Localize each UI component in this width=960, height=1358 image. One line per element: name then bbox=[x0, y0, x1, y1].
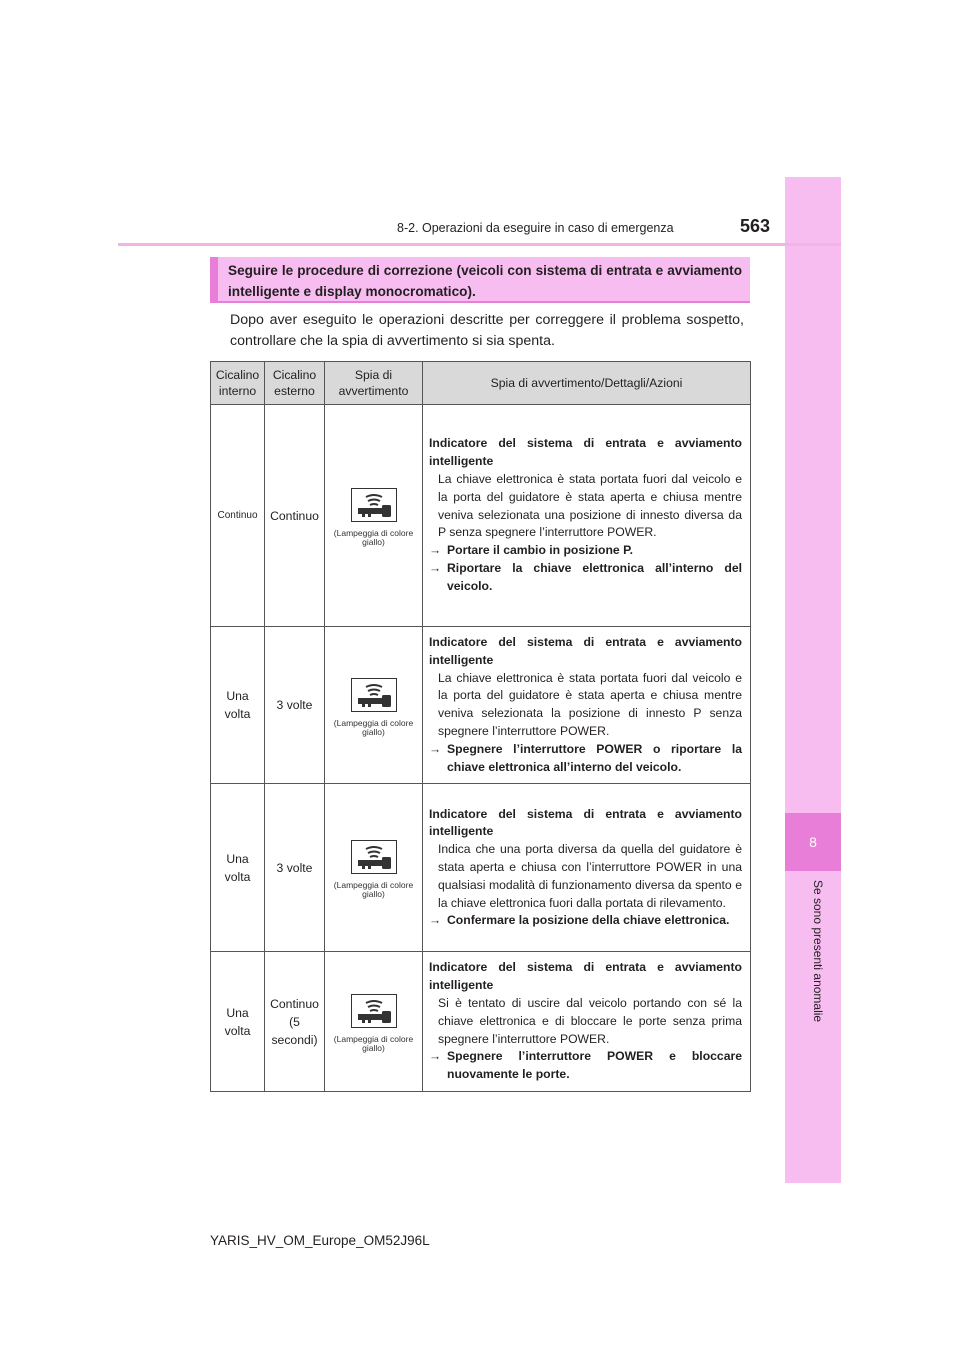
action-item: → Riportare la chiave elettronica all’interno del veicolo. bbox=[429, 560, 742, 596]
warning-light-caption: (Lampeggia di colore giallo) bbox=[333, 880, 414, 900]
warning-light-cell bbox=[325, 405, 423, 627]
table-row bbox=[211, 952, 751, 1092]
section-heading: Seguire le procedure di correzione (veicoli con sistema di entrata e avviamento intelligente e display monocromatico). bbox=[210, 257, 750, 301]
arrow-icon: → bbox=[429, 543, 442, 558]
key-warning-icon bbox=[351, 678, 397, 712]
side-tab-number: 8 bbox=[785, 813, 841, 871]
table-row bbox=[211, 627, 751, 784]
detail-body: La chiave elettronica è stata portata fuori dal veicolo e la porta del guidatore è stata aperta e chiusa mentre veniva selezionata una posizione di innesto diversa da P senza spegnere l’interruttore POWER. bbox=[438, 472, 742, 540]
warning-light-caption: (Lampeggia di colore giallo) bbox=[333, 717, 414, 737]
heading-underline bbox=[210, 301, 750, 303]
detail-title: Indicatore del sistema di entrata e avviamento intelligente bbox=[429, 806, 742, 839]
details-cell bbox=[423, 784, 751, 952]
header-warning-light: Spia di avvertimento bbox=[325, 362, 423, 405]
side-tab-label: Se sono presenti anomalie bbox=[811, 880, 825, 1023]
detail-body: La chiave elettronica è stata portata fuori dal veicolo e la porta del guidatore è stata aperta e chiusa mentre veniva selezionata la posizione di innesto P senza spegnere l’interruttore POWER. bbox=[438, 670, 742, 738]
arrow-icon: → bbox=[429, 741, 442, 756]
page-number: 563 bbox=[740, 216, 771, 236]
warning-light-cell bbox=[325, 784, 423, 952]
detail-body: Indica che una porta diversa da quella del guidatore è stata aperta e chiusa con l’interruttore POWER in una qualsiasi modalità di funzionamento diversa da spento e la chiave elettronica fuori dalla portata di rilevamento. bbox=[438, 842, 742, 910]
document-code: YARIS_HV_OM_Europe_OM52J96L bbox=[210, 1233, 430, 1248]
detail-body: Si è tentato di uscire dal veicolo portando con sé la chiave elettronica e di bloccare le porte senza prima spegnere l’interruttore POWER. bbox=[438, 995, 742, 1046]
internal-buzzer-cell: Una volta bbox=[211, 784, 265, 952]
intro-paragraph: Dopo aver eseguito le operazioni descritte per correggere il problema sospetto, controllare che la spia di avvertimento si sia spenta. bbox=[230, 312, 744, 349]
header-external-buzzer: Cicalino esterno bbox=[265, 362, 325, 405]
external-buzzer-cell: 3 volte bbox=[265, 627, 325, 784]
arrow-icon: → bbox=[429, 1049, 442, 1064]
internal-buzzer-cell: Una volta bbox=[211, 627, 265, 784]
action-item: → Portare il cambio in posizione P. bbox=[429, 542, 742, 560]
external-buzzer-cell: 3 volte bbox=[265, 784, 325, 952]
internal-buzzer-cell: Una volta bbox=[211, 952, 265, 1092]
key-warning-icon bbox=[351, 488, 397, 522]
arrow-icon: → bbox=[429, 913, 442, 928]
header-divider bbox=[118, 243, 841, 246]
key-warning-icon bbox=[351, 840, 397, 874]
details-cell bbox=[423, 627, 751, 784]
key-warning-icon bbox=[351, 994, 397, 1028]
internal-buzzer-cell: Continuo bbox=[211, 405, 265, 627]
detail-title: Indicatore del sistema di entrata e avviamento intelligente bbox=[429, 635, 742, 667]
table-row bbox=[211, 405, 751, 627]
external-buzzer-cell: Continuo (5 secondi) bbox=[265, 952, 325, 1092]
detail-title: Indicatore del sistema di entrata e avviamento intelligente bbox=[429, 960, 742, 993]
table-row bbox=[211, 784, 751, 952]
warning-table bbox=[210, 361, 751, 1092]
header-details: Spia di avvertimento/Dettagli/Azioni bbox=[423, 362, 751, 405]
action-item: → Confermare la posizione della chiave elettronica. bbox=[429, 912, 742, 930]
action-item: → Spegnere l’interruttore POWER o riportare la chiave elettronica all’interno del veicolo. bbox=[429, 741, 742, 777]
action-item: → Spegnere l’interruttore POWER e bloccare nuovamente le porte. bbox=[429, 1048, 742, 1084]
warning-light-caption: (Lampeggia di colore giallo) bbox=[333, 1034, 414, 1054]
table-header-row bbox=[211, 362, 751, 405]
warning-light-cell bbox=[325, 952, 423, 1092]
warning-light-cell bbox=[325, 627, 423, 784]
arrow-icon: → bbox=[429, 560, 442, 575]
warning-light-caption: (Lampeggia di colore giallo) bbox=[333, 528, 414, 547]
chapter-title: 8-2. Operazioni da eseguire in caso di emergenza bbox=[397, 221, 674, 235]
external-buzzer-cell: Continuo bbox=[265, 405, 325, 627]
details-cell bbox=[423, 405, 751, 627]
detail-title: Indicatore del sistema di entrata e avviamento intelligente bbox=[429, 436, 742, 469]
details-cell bbox=[423, 952, 751, 1092]
header-internal-buzzer: Cicalino interno bbox=[211, 362, 265, 405]
